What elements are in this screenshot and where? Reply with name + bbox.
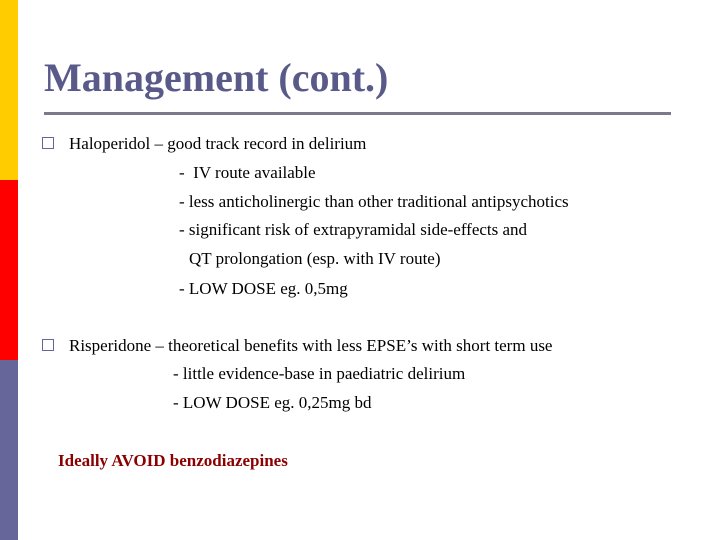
- title-underline: [44, 112, 671, 115]
- bullet-1-subpoint: - LOW DOSE eg. 0,5mg: [179, 279, 348, 298]
- bullet-1-subpoint: - less anticholinergic than other traditional antipsychotics: [179, 192, 569, 211]
- bullet-1-subpoint: - significant risk of extrapyramidal side-effects and: [179, 220, 528, 239]
- benzodiazepine-warning-note: Ideally AVOID benzodiazepines: [58, 451, 288, 470]
- bullet-2-subpoint: - LOW DOSE eg. 0,25mg bd: [173, 393, 372, 412]
- side-accent-bar-purple: [0, 360, 18, 540]
- bullet-1-subpoint-continuation: QT prolongation (esp. with IV route): [189, 249, 441, 268]
- bullet-2-subpoint: - little evidence-base in paediatric delirium: [173, 364, 466, 383]
- bullet-1-subpoint: - IV route available: [179, 163, 316, 182]
- bullet-2-heading: Risperidone – theoretical benefits with less EPSE’s with short term use: [69, 336, 553, 355]
- square-bullet-icon: [42, 339, 54, 351]
- bullet-1-heading: Haloperidol – good track record in delirium: [69, 134, 367, 153]
- side-accent-bar-red: [0, 180, 18, 360]
- square-bullet-icon: [42, 137, 54, 149]
- slide-title: Management (cont.): [44, 55, 389, 100]
- side-accent-bar-yellow: [0, 0, 18, 180]
